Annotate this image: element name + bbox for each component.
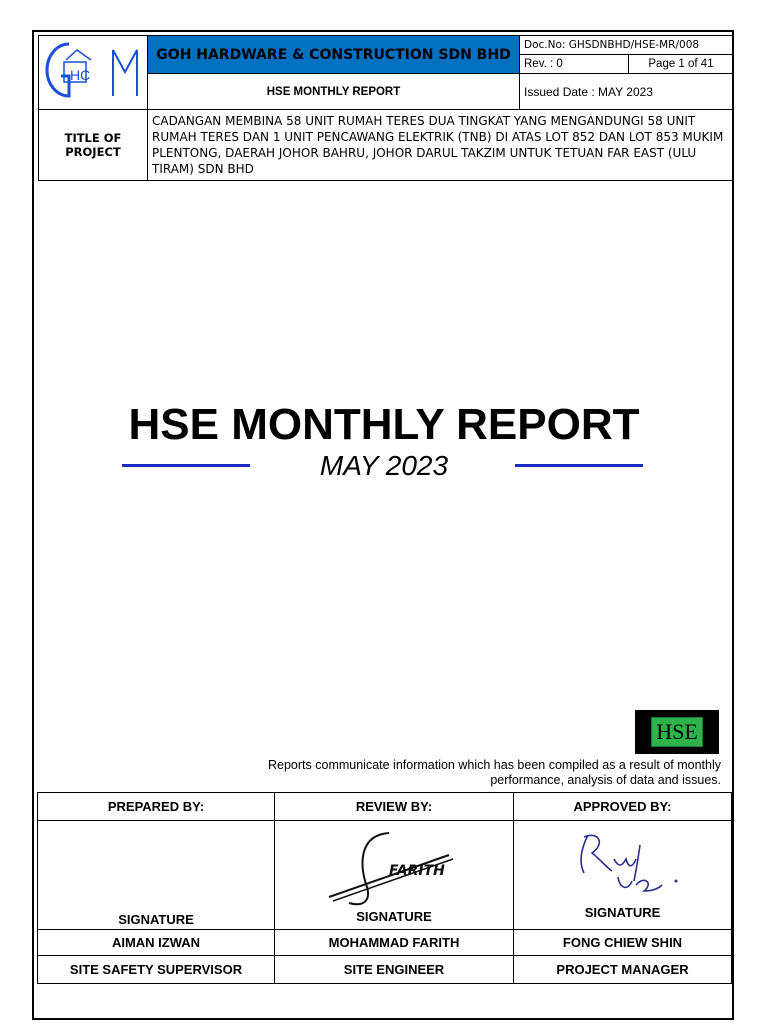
review-role: SITE ENGINEER	[275, 956, 514, 984]
svg-text:FARITH: FARITH	[389, 863, 445, 879]
review-by-heading: REVIEW BY:	[275, 793, 514, 821]
prepared-signature-label: SIGNATURE	[118, 912, 194, 927]
issued-date: Issued Date : MAY 2023	[520, 74, 734, 110]
fong-signature-icon	[548, 825, 698, 905]
report-title: HSE MONTHLY REPORT	[128, 400, 640, 449]
doc-number: Doc.No: GHSDNBHD/HSE-MR/008	[520, 36, 734, 55]
report-period: MAY 2023	[319, 450, 449, 481]
document-header	[38, 35, 734, 181]
approved-by-heading: APPROVED BY:	[514, 793, 732, 821]
revision: Rev. : 0	[520, 55, 629, 74]
prepared-signature-box	[38, 821, 275, 930]
page-number: Page 1 of 41	[629, 55, 734, 74]
farith-signature-icon	[319, 825, 469, 911]
report-note: Reports communicate information which has been compiled as a result of monthly performance, analysis of data and issues.	[268, 758, 721, 787]
approved-role: PROJECT MANAGER	[514, 956, 732, 984]
project-title: CADANGAN MEMBINA 58 UNIT RUMAH TERES DUA TINGKAT YANG MENGANDUNGI 58 UNIT RUMAH TERES DAN 1 UNIT PENCAWANG ELEKTRIK (TNB) DI ATAS LOT 852 DAN LOT 853 MUKIM PLENTONG, DAERAH JOHOR BAHRU, JOHOR DARUL TAKZIM UNTUK TETUAN FAR EAST (ULU TIRAM) SDN BHD	[148, 110, 734, 181]
review-name: MOHAMMAD FARITH	[275, 930, 514, 956]
svg-text:HC: HC	[70, 67, 91, 83]
approved-signature-box	[514, 821, 732, 930]
title-of-project-label: TITLE OF PROJECT	[39, 110, 148, 181]
prepared-name: AIMAN IZWAN	[38, 930, 275, 956]
approved-signature-label: SIGNATURE	[584, 905, 661, 920]
ghcm-logo-icon	[39, 36, 147, 104]
prepared-role: SITE SAFETY SUPERVISOR	[38, 956, 275, 984]
company-name: GOH HARDWARE & CONSTRUCTION SDN BHD	[148, 36, 520, 74]
company-logo	[39, 36, 148, 110]
review-signature-label: SIGNATURE	[356, 909, 432, 924]
report-label: HSE MONTHLY REPORT	[148, 74, 520, 110]
signoff-table	[37, 792, 732, 984]
review-signature-box	[275, 821, 514, 930]
prepared-by-heading: PREPARED BY:	[38, 793, 275, 821]
approved-name: FONG CHIEW SHIN	[514, 930, 732, 956]
hse-badge	[635, 710, 719, 754]
hse-badge-text: HSE	[651, 717, 703, 747]
